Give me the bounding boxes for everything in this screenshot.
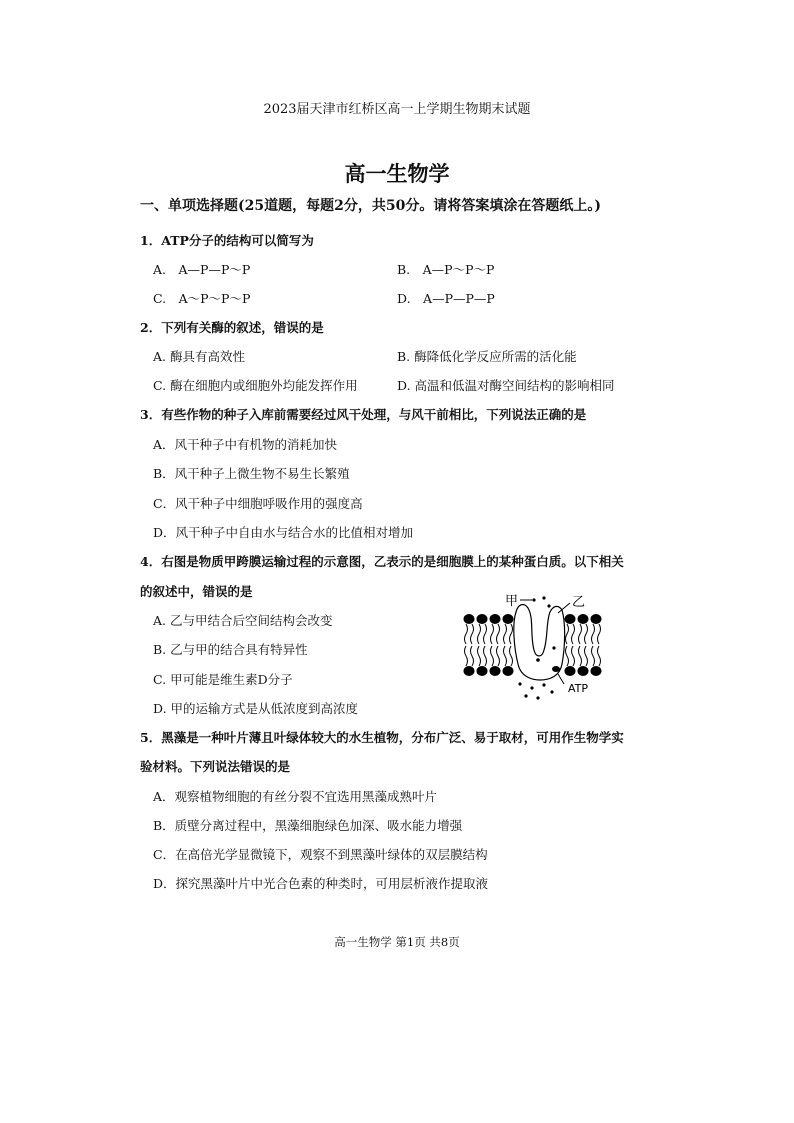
question-1-option-b: B. A—P～P～P <box>397 262 495 277</box>
question-2-stem: 2．下列有关酶的叙述，错误的是 <box>140 320 324 335</box>
lipid-bilayer-left <box>464 614 514 676</box>
membrane-transport-diagram <box>458 588 608 708</box>
question-3-option-d: D．风干种子中自由水与结合水的比值相对增加 <box>153 525 414 540</box>
question-5-stem-line1: 5．黑藻是一种叶片薄且叶绿体较大的水生植物，分布广泛、易于取材，可用作生物学实 <box>140 730 624 745</box>
question-3-option-a: A．风干种子中有机物的消耗加快 <box>153 437 338 452</box>
question-5-option-b: B．质壁分离过程中，黑藻细胞绿色加深、吸水能力增强 <box>153 818 463 833</box>
question-5-stem-line2: 验材料。下列说法错误的是 <box>140 759 291 774</box>
label-yi: 乙 <box>572 595 586 610</box>
question-4-option-d: D. 甲的运输方式是从低浓度到高浓度 <box>153 701 359 716</box>
question-1-stem: 1．ATP分子的结构可以简写为 <box>140 233 314 248</box>
atp-binding-site <box>552 666 560 672</box>
atp-pointer <box>558 674 564 684</box>
question-1-option-c: C. A～P～P～P <box>153 291 251 306</box>
lipid-bilayer-right <box>565 614 602 676</box>
question-1-option-a: A. A—P—P～P <box>153 262 251 277</box>
question-2-option-d: D. 高温和低温对酶空间结构的影响相同 <box>397 378 615 393</box>
question-4-option-a: A. 乙与甲结合后空间结构会改变 <box>153 613 333 628</box>
page-title: 高一生物学 <box>344 162 450 186</box>
label-atp: ATP <box>568 682 589 695</box>
page-footer: 高一生物学 第1页 共8页 <box>334 935 460 949</box>
question-3-option-b: B．风干种子上微生物不易生长繁殖 <box>153 466 350 481</box>
section-heading: 一、单项选择题(25道题，每题2分，共50分。请将答案填涂在答题纸上。) <box>140 198 601 214</box>
question-5-option-d: D．探究黑藻叶片中光合色素的种类时，可用层析液作提取液 <box>153 876 489 891</box>
exam-header: 2023届天津市红桥区高一上学期生物期末试题 <box>263 102 531 117</box>
question-2-option-c: C. 酶在细胞内或细胞外均能发挥作用 <box>153 378 358 393</box>
label-jia: 甲 <box>505 594 519 609</box>
question-4-stem-line1: 4．右图是物质甲跨膜运输过程的示意图，乙表示的是细胞膜上的某种蛋白质。以下相关 <box>140 554 624 569</box>
question-2-option-b: B. 酶降低化学反应所需的活化能 <box>397 349 577 364</box>
question-1-option-d: D. A—P—P—P <box>397 291 495 306</box>
question-3-option-c: C．风干种子中细胞呼吸作用的强度高 <box>153 496 363 511</box>
question-2-option-a: A. 酶具有高效性 <box>153 349 245 364</box>
question-3-stem: 3．有些作物的种子入库前需要经过风干处理，与风干前相比，下列说法正确的是 <box>140 407 587 422</box>
question-5-option-c: C．在高倍光学显微镜下，观察不到黑藻叶绿体的双层膜结构 <box>153 847 488 862</box>
question-4-stem-line2: 的叙述中，错误的是 <box>140 584 253 599</box>
question-5-option-a: A．观察植物细胞的有丝分裂不宜选用黑藻成熟叶片 <box>153 789 438 804</box>
question-4-option-c: C. 甲可能是维生素D分子 <box>153 672 293 687</box>
question-4-option-b: B. 乙与甲的结合具有特异性 <box>153 642 308 657</box>
